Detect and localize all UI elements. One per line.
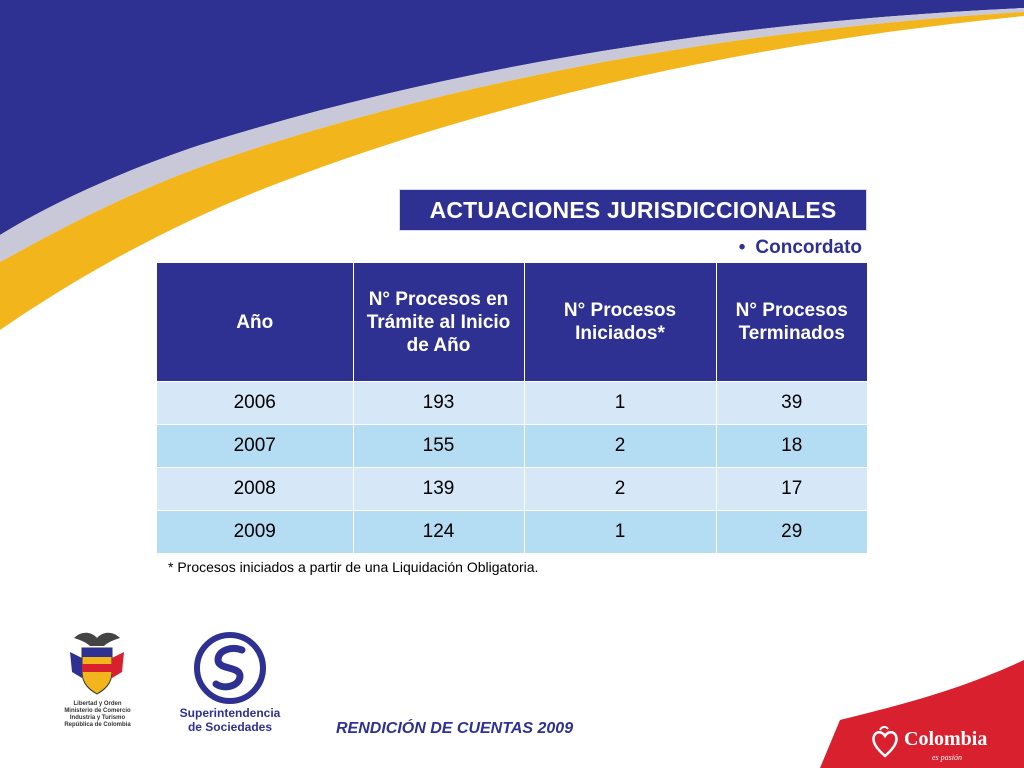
cell-terminados: 18	[716, 425, 867, 468]
cell-ano: 2007	[157, 425, 353, 468]
table-header-row	[157, 263, 867, 382]
supersociedades-logo-icon	[194, 632, 266, 704]
table-row	[157, 382, 867, 425]
actuaciones-table	[157, 263, 867, 553]
heart-icon	[870, 726, 900, 760]
column-header-tramite: N° Procesos en Trámite al Inicio de Año	[353, 263, 524, 382]
coat-of-arms-icon	[64, 628, 130, 698]
supersociedades-logo	[170, 632, 290, 740]
cell-tramite: 139	[353, 468, 524, 511]
cell-ano: 2008	[157, 468, 353, 511]
table-row	[157, 468, 867, 511]
footer-title: RENDICIÓN DE CUENTAS 2009	[336, 720, 574, 737]
table-row	[157, 425, 867, 468]
supersociedades-line1: Superintendencia	[179, 706, 281, 720]
mincomercio-line: República de Colombia	[64, 722, 131, 728]
section-title: ACTUACIONES JURISDICCIONALES	[399, 189, 867, 231]
colombia-brand-logo	[870, 722, 1020, 766]
column-header-iniciados: N° Procesos Iniciados*	[524, 263, 716, 382]
mincomercio-line: Ministerio de Comercio	[64, 708, 131, 714]
cell-ano: 2006	[157, 382, 353, 425]
mincomercio-line: Libertad y Orden	[73, 701, 122, 707]
cell-terminados: 17	[716, 468, 867, 511]
bullet-icon: •	[738, 237, 746, 258]
cell-terminados: 29	[716, 511, 867, 554]
colombia-tagline: es pasión	[932, 753, 962, 762]
cell-ano: 2009	[157, 511, 353, 554]
footnote: * Procesos iniciados a partir de una Liquidación Obligatoria.	[168, 559, 539, 575]
cell-iniciados: 1	[524, 382, 716, 425]
table-row	[157, 511, 867, 554]
cell-iniciados: 2	[524, 468, 716, 511]
column-header-terminados: N° Procesos Terminados	[716, 263, 867, 382]
cell-iniciados: 1	[524, 511, 716, 554]
cell-iniciados: 2	[524, 425, 716, 468]
column-header-ano: Año	[157, 263, 353, 382]
supersociedades-line2: de Sociedades	[187, 720, 273, 734]
cell-tramite: 155	[353, 425, 524, 468]
colombia-wordmark: Colombia	[904, 728, 988, 750]
supersociedades-text	[170, 706, 290, 734]
mincomercio-text	[50, 701, 145, 729]
cell-tramite: 193	[353, 382, 524, 425]
cell-tramite: 124	[353, 511, 524, 554]
subtitle-text: Concordato	[755, 237, 862, 258]
cell-terminados: 39	[716, 382, 867, 425]
mincomercio-logo	[50, 628, 145, 740]
mincomercio-line: Industria y Turismo	[69, 715, 126, 721]
subtitle	[600, 237, 862, 259]
